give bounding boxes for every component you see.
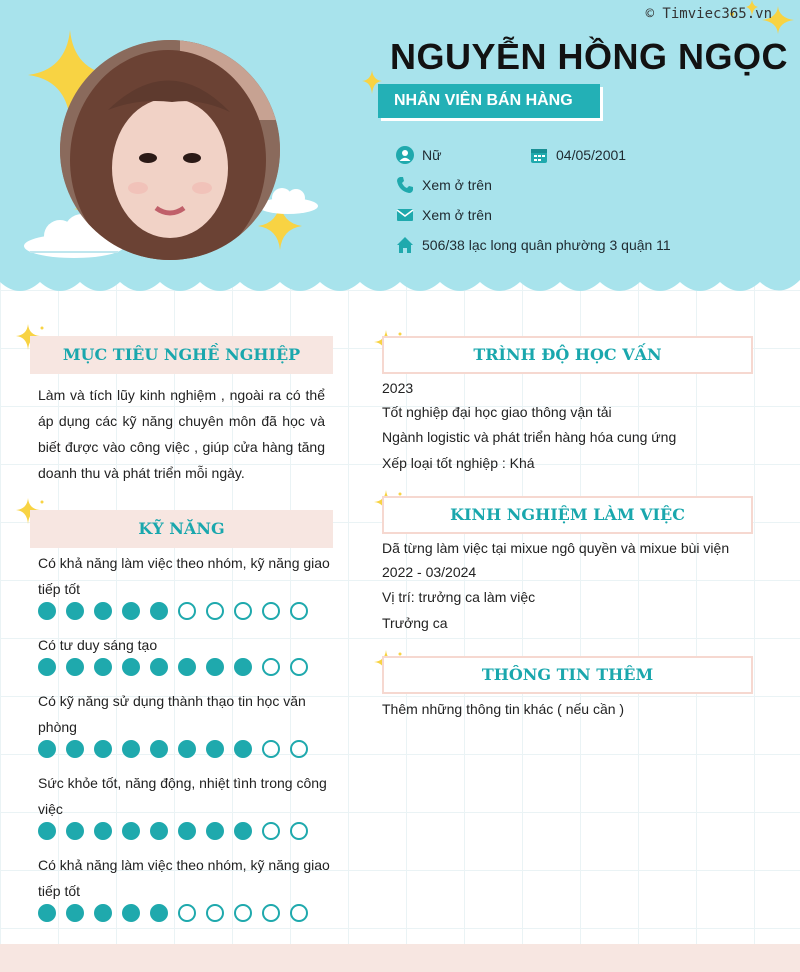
profile-photo-illustration — [60, 40, 280, 260]
skill-rating — [38, 904, 308, 922]
skill-rating — [38, 658, 308, 676]
rating-dot-filled — [150, 658, 168, 676]
rating-dot-filled — [122, 904, 140, 922]
rating-dot-empty — [234, 904, 252, 922]
rating-dot-filled — [94, 602, 112, 620]
experience-line: Dã từng làm việc tại mixue ngô quyền và mixue bùi viện — [382, 540, 730, 556]
phone-text: Xem ở trên — [422, 177, 492, 193]
rating-dot-filled — [66, 658, 84, 676]
birthday-text: 04/05/2001 — [556, 147, 627, 163]
rating-dot-empty — [262, 658, 280, 676]
rating-dot-filled — [38, 822, 56, 840]
rating-dot-empty — [262, 904, 280, 922]
experience-line: Trưởng ca — [382, 615, 448, 631]
rating-dot-filled — [66, 904, 84, 922]
rating-dot-filled — [122, 602, 140, 620]
footer-credit[interactable]: © Timviec365.vn — [645, 6, 772, 22]
rating-dot-empty — [262, 822, 280, 840]
rating-dot-empty — [290, 904, 308, 922]
rating-dot-filled — [122, 658, 140, 676]
person-icon — [396, 146, 414, 164]
rating-dot-filled — [94, 822, 112, 840]
experience-line: 2022 - 03/2024 — [382, 564, 477, 580]
contact-email — [396, 205, 596, 225]
gender-text: Nữ — [422, 147, 442, 163]
rating-dot-empty — [262, 740, 280, 758]
rating-dot-filled — [150, 904, 168, 922]
skill-label: Có tư duy sáng tạo — [38, 637, 158, 653]
objective-text: Làm và tích lũy kinh nghiệm , ngoài ra có thể áp dụng các kỹ năng chuyên môn đã học và biết được vào công việc , giúp cửa hàng tăng doanh thu và phát triển mỗi ngày. — [38, 387, 325, 481]
rating-dot-filled — [150, 740, 168, 758]
rating-dot-filled — [206, 658, 224, 676]
rating-dot-filled — [234, 822, 252, 840]
rating-dot-empty — [290, 822, 308, 840]
rating-dot-filled — [122, 822, 140, 840]
rating-dot-empty — [178, 904, 196, 922]
rating-dot-empty — [262, 602, 280, 620]
contact-birthday — [530, 145, 700, 165]
rating-dot-filled — [38, 658, 56, 676]
candidate-name: NGUYỄN HỒNG NGỌC — [390, 36, 789, 77]
rating-dot-filled — [38, 602, 56, 620]
home-icon — [396, 236, 414, 254]
skill-label: Có kỹ năng sử dụng thành thạo tin học văn phòng — [38, 693, 306, 735]
education-line: Tốt nghiệp đại học giao thông vận tải — [382, 404, 612, 420]
rating-dot-empty — [290, 658, 308, 676]
rating-dot-empty — [290, 602, 308, 620]
rating-dot-filled — [234, 658, 252, 676]
rating-dot-filled — [66, 602, 84, 620]
skill-rating — [38, 602, 308, 620]
education-line: Xếp loại tốt nghiệp : Khá — [382, 455, 535, 471]
rating-dot-filled — [234, 740, 252, 758]
skill-label: Có khả năng làm việc theo nhóm, kỹ năng giao tiếp tốt — [38, 555, 330, 597]
education-line: Ngành logistic và phát triển hàng hóa cung ứng — [382, 429, 677, 445]
rating-dot-filled — [38, 740, 56, 758]
rating-dot-filled — [150, 822, 168, 840]
contact-gender — [396, 145, 516, 165]
rating-dot-filled — [38, 904, 56, 922]
rating-dot-empty — [206, 904, 224, 922]
email-text: Xem ở trên — [422, 207, 492, 223]
rating-dot-filled — [66, 822, 84, 840]
rating-dot-empty — [206, 602, 224, 620]
skill-label: Có khả năng làm việc theo nhóm, kỹ năng giao tiếp tốt — [38, 857, 330, 899]
rating-dot-filled — [178, 822, 196, 840]
rating-dot-empty — [234, 602, 252, 620]
rating-dot-filled — [178, 740, 196, 758]
rating-dot-filled — [94, 904, 112, 922]
phone-icon — [396, 176, 414, 194]
contact-phone — [396, 175, 596, 195]
job-title-badge: NHÂN VIÊN BÁN HÀNG — [378, 84, 600, 118]
rating-dot-filled — [206, 822, 224, 840]
extra-info-line: Thêm những thông tin khác ( nếu cần ) — [382, 701, 625, 717]
skills-heading: KỸ NĂNG — [30, 510, 333, 548]
rating-dot-filled — [94, 740, 112, 758]
experience-line: Vị trí: trưởng ca làm việc — [382, 589, 536, 605]
footer-bar — [0, 944, 800, 972]
extra-info-heading: THÔNG TIN THÊM — [382, 656, 753, 694]
education-line: 2023 — [382, 380, 414, 396]
calendar-icon — [530, 146, 548, 164]
experience-heading: KINH NGHIỆM LÀM VIỆC — [382, 496, 753, 534]
address-text: 506/38 lạc long quân phường 3 quận 11 — [422, 237, 671, 253]
skill-rating — [38, 740, 308, 758]
skill-label: Sức khỏe tốt, năng động, nhiệt tình trong công việc — [38, 775, 327, 817]
objective-heading: MỤC TIÊU NGHỀ NGHIỆP — [30, 336, 333, 374]
profile-photo — [60, 40, 280, 260]
rating-dot-filled — [122, 740, 140, 758]
rating-dot-empty — [290, 740, 308, 758]
contact-address — [396, 235, 716, 255]
rating-dot-filled — [94, 658, 112, 676]
skill-rating — [38, 822, 308, 840]
rating-dot-filled — [66, 740, 84, 758]
rating-dot-filled — [178, 658, 196, 676]
rating-dot-empty — [178, 602, 196, 620]
email-icon — [396, 206, 414, 224]
education-heading: TRÌNH ĐỘ HỌC VẤN — [382, 336, 753, 374]
rating-dot-filled — [150, 602, 168, 620]
rating-dot-filled — [206, 740, 224, 758]
